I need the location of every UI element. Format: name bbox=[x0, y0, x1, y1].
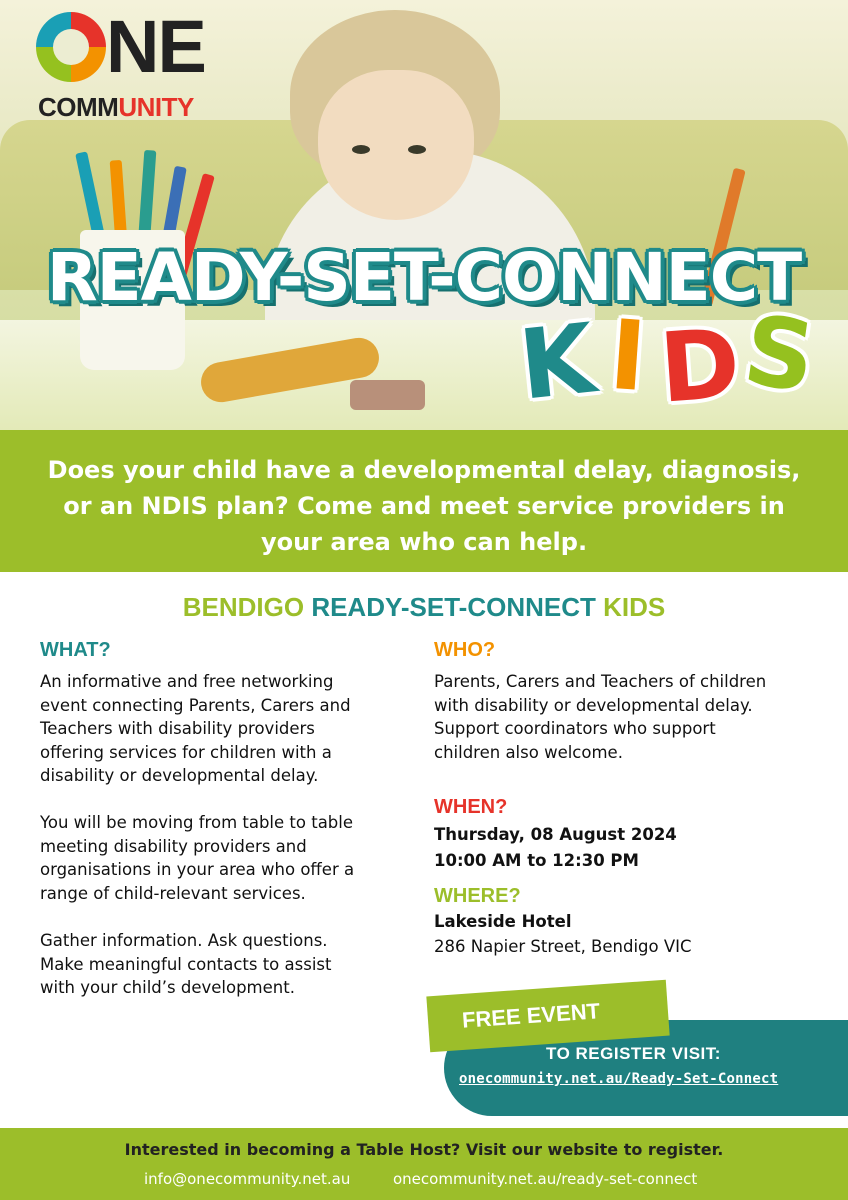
kids-title bbox=[514, 293, 830, 425]
text-line: Gather information. Ask questions. bbox=[40, 931, 328, 950]
text-line: Make meaningful contacts to assist bbox=[40, 954, 332, 974]
intro-text: Does your child have a developmental delay, diagnosis, or an NDIS plan? Come and meet service providers in your area who can help. bbox=[47, 456, 801, 556]
child-eye-left bbox=[352, 145, 370, 154]
section-title-location: BENDIGO bbox=[182, 592, 312, 622]
when-time: 10:00 AM to 12:30 PM bbox=[434, 851, 639, 870]
when-date: Thursday, 08 August 2024 bbox=[434, 825, 677, 844]
text-line: Support coordinators who support bbox=[434, 719, 716, 738]
kids-letter-s: S bbox=[737, 293, 822, 415]
section-title bbox=[0, 590, 848, 624]
text-line: organisations in your area who offer a bbox=[40, 860, 355, 879]
where-venue: Lakeside Hotel bbox=[434, 912, 572, 931]
table-host-invite: Interested in becoming a Table Host? Visit our website to register. bbox=[124, 1140, 724, 1159]
text-line: disability or developmental delay. bbox=[40, 766, 319, 785]
register-label: TO REGISTER VISIT: bbox=[546, 1044, 721, 1063]
text-line: children also welcome. bbox=[434, 742, 623, 762]
intro-banner bbox=[0, 430, 848, 572]
text-line: offering services for children with a bbox=[40, 742, 332, 762]
text-line: with your child’s development. bbox=[40, 978, 295, 997]
what-paragraph-3 bbox=[40, 929, 331, 1000]
who-heading: WHO? bbox=[434, 639, 496, 661]
logo-ring-icon bbox=[36, 12, 106, 82]
where-address: 286 Napier Street, Bendigo VIC bbox=[434, 937, 692, 956]
text-line: event connecting Parents, Carers and bbox=[40, 695, 351, 715]
text-line: An informative and free networking bbox=[40, 672, 334, 691]
what-heading: WHAT? bbox=[40, 639, 111, 661]
section-title-kids: KIDS bbox=[603, 592, 666, 622]
where-heading: WHERE? bbox=[434, 885, 521, 907]
what-paragraph-1 bbox=[40, 670, 351, 788]
hero-image bbox=[0, 0, 848, 430]
logo-community-text: COMMUNITY bbox=[38, 92, 194, 122]
footer-banner bbox=[0, 1128, 848, 1200]
event-title: READY-SET-CONNECT bbox=[46, 239, 802, 316]
text-line: with disability or developmental delay. bbox=[434, 695, 753, 715]
free-event-label: FREE EVENT bbox=[461, 998, 601, 1033]
when-heading: WHEN? bbox=[434, 796, 508, 818]
what-paragraph-2 bbox=[40, 811, 354, 905]
logo-ne-text: NE bbox=[106, 5, 205, 88]
kids-letter-k: K bbox=[514, 302, 601, 422]
kids-letter-d: D bbox=[656, 307, 744, 425]
footer-email-link[interactable]: info@onecommunity.net.au bbox=[144, 1170, 351, 1188]
text-line: range of child-relevant services. bbox=[40, 883, 306, 903]
footer-website-link[interactable]: onecommunity.net.au/ready-set-connect bbox=[393, 1170, 698, 1188]
who-paragraph bbox=[434, 670, 766, 764]
kids-letter-i: I bbox=[606, 298, 650, 414]
child-eye-right bbox=[408, 145, 426, 154]
eraser-block bbox=[350, 380, 425, 410]
text-line: Teachers with disability providers bbox=[40, 719, 315, 738]
text-line: meeting disability providers and bbox=[40, 836, 307, 856]
section-title-event: READY-SET-CONNECT bbox=[311, 592, 604, 622]
text-line: You will be moving from table to table bbox=[40, 813, 354, 832]
one-community-logo bbox=[36, 5, 226, 122]
register-link[interactable]: onecommunity.net.au/Ready-Set-Connect bbox=[459, 1071, 779, 1087]
text-line: Parents, Carers and Teachers of children bbox=[434, 672, 767, 691]
child-face bbox=[318, 70, 474, 220]
